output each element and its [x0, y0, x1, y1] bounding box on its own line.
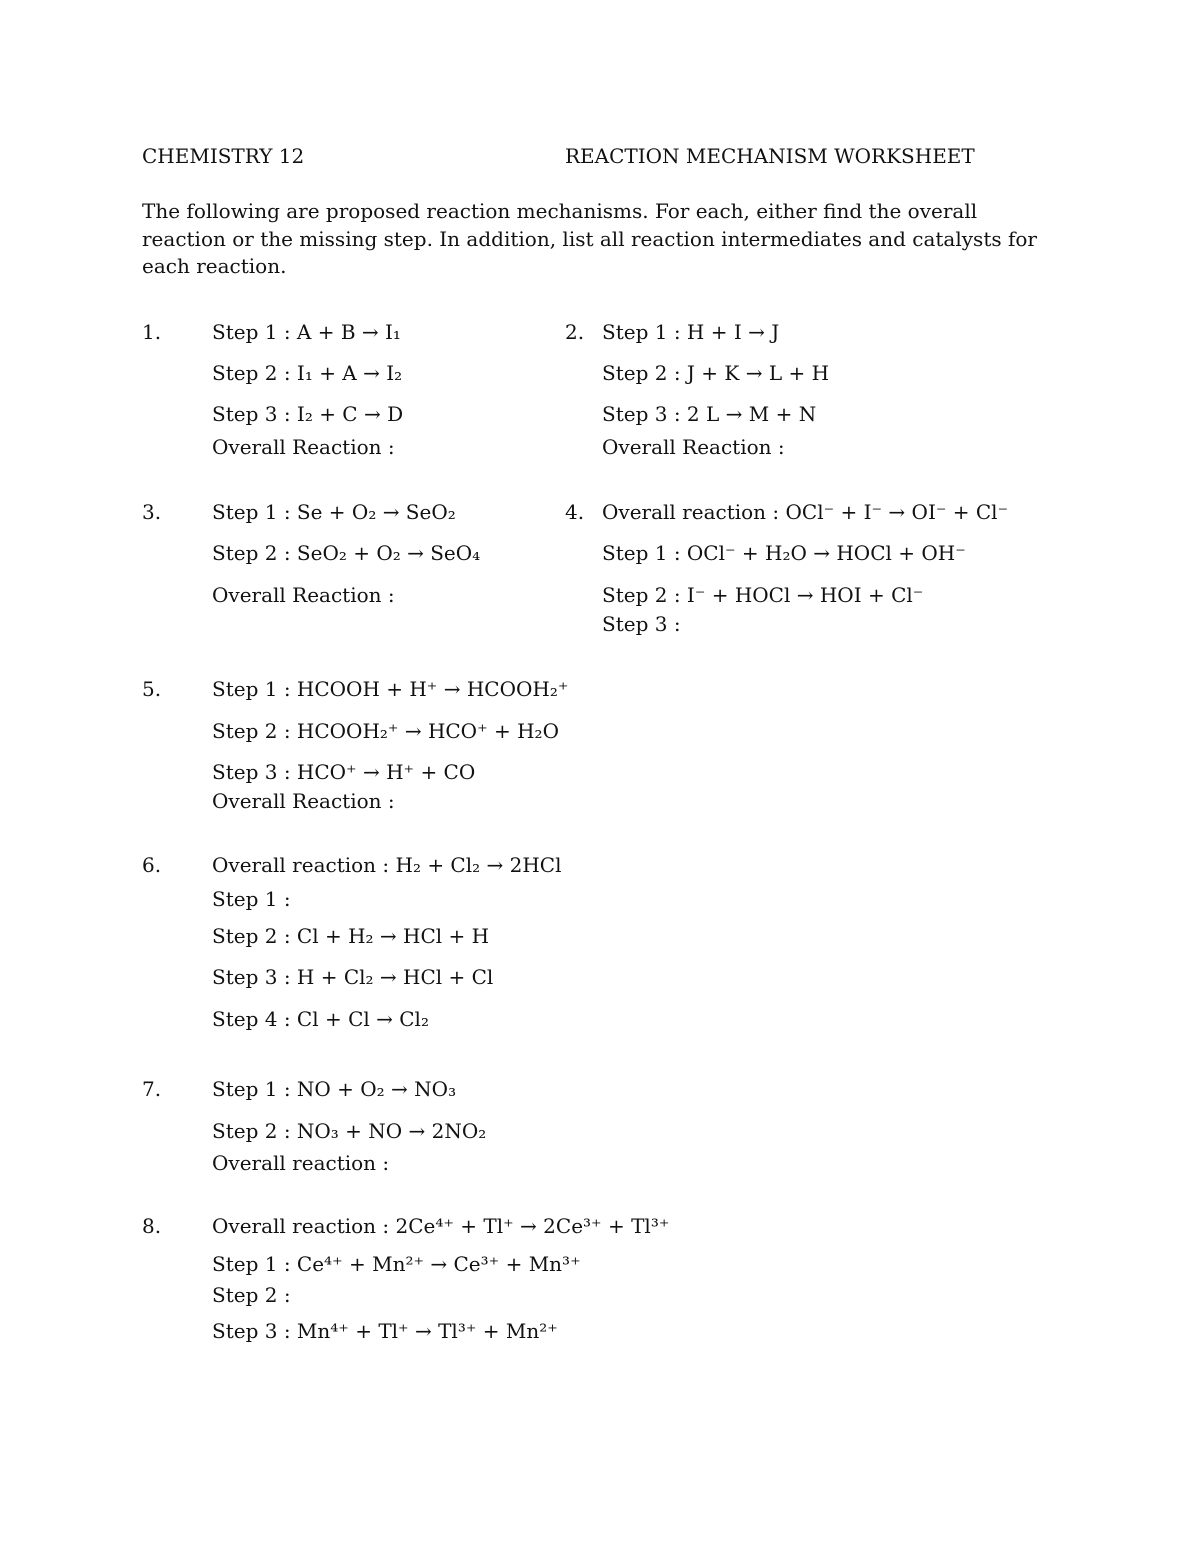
instructions: The following are proposed reaction mechanisms. For each, either find the overall reaction or the missing step. In addition, list all reaction intermediates and catalysts for each reaction. [142, 199, 1037, 278]
problem-number: 3. [142, 500, 162, 524]
mechanism-step: Step 1 : Se + O₂ → SeO₂ [212, 500, 456, 524]
problem-number: 8. [142, 1214, 162, 1238]
overall-reaction-label: Overall Reaction : [212, 435, 395, 459]
mechanism-step: Step 2 : SeO₂ + O₂ → SeO₄ [212, 541, 481, 565]
mechanism-step: Step 1 : OCl⁻ + H₂O → HOCl + OH⁻ [602, 541, 966, 565]
header-course: CHEMISTRY 12 [142, 144, 305, 168]
mechanism-step: Step 1 : H + I → J [602, 320, 780, 344]
mechanism-step: Step 2 : NO₃ + NO → 2NO₂ [212, 1119, 487, 1143]
mechanism-step: Step 4 : Cl + Cl → Cl₂ [212, 1007, 429, 1031]
problem-number: 5. [142, 677, 162, 701]
missing-step-label: Step 3 : [602, 612, 681, 636]
missing-step-label: Step 1 : [212, 887, 291, 911]
overall-reaction: Overall reaction : OCl⁻ + I⁻ → OI⁻ + Cl⁻ [602, 500, 1009, 524]
mechanism-step: Step 2 : J + K → L + H [602, 361, 830, 385]
mechanism-step: Step 1 : Ce⁴⁺ + Mn²⁺ → Ce³⁺ + Mn³⁺ [212, 1252, 581, 1276]
mechanism-step: Step 2 : HCOOH₂⁺ → HCO⁺ + H₂O [212, 719, 559, 743]
overall-reaction-label: Overall Reaction : [212, 583, 395, 607]
missing-step-label: Step 2 : [212, 1283, 291, 1307]
overall-reaction-label: Overall Reaction : [212, 789, 395, 813]
overall-reaction: Overall reaction : H₂ + Cl₂ → 2HCl [212, 853, 562, 877]
mechanism-step: Step 2 : I₁ + A → I₂ [212, 361, 403, 385]
overall-reaction-label: Overall Reaction : [602, 435, 785, 459]
mechanism-step: Step 1 : HCOOH + H⁺ → HCOOH₂⁺ [212, 677, 569, 701]
mechanism-step: Step 2 : Cl + H₂ → HCl + H [212, 924, 490, 948]
problem-number: 6. [142, 853, 162, 877]
mechanism-step: Step 2 : I⁻ + HOCl → HOI + Cl⁻ [602, 583, 924, 607]
problem-number: 1. [142, 320, 162, 344]
problem-number: 4. [565, 500, 585, 524]
mechanism-step: Step 3 : H + Cl₂ → HCl + Cl [212, 965, 494, 989]
problem-number: 7. [142, 1077, 162, 1101]
mechanism-step: Step 3 : I₂ + C → D [212, 402, 404, 426]
problem-number: 2. [565, 320, 585, 344]
mechanism-step: Step 1 : NO + O₂ → NO₃ [212, 1077, 457, 1101]
mechanism-step: Step 3 : 2 L → M + N [602, 402, 817, 426]
mechanism-step: Step 3 : Mn⁴⁺ + Tl⁺ → Tl³⁺ + Mn²⁺ [212, 1319, 558, 1343]
overall-reaction-label: Overall reaction : [212, 1151, 390, 1175]
mechanism-step: Step 3 : HCO⁺ → H⁺ + CO [212, 760, 476, 784]
overall-reaction: Overall reaction : 2Ce⁴⁺ + Tl⁺ → 2Ce³⁺ + Tl³⁺ [212, 1214, 670, 1238]
mechanism-step: Step 1 : A + B → I₁ [212, 320, 401, 344]
header-title: REACTION MECHANISM WORKSHEET [565, 144, 975, 168]
